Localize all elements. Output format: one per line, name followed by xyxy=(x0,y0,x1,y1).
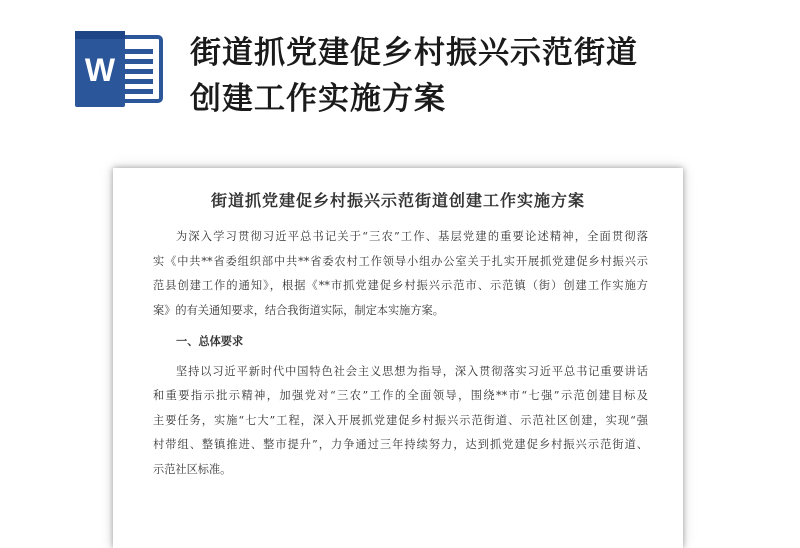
page-heading xyxy=(190,30,780,122)
section1-line: 坚持以习近平新时代中国特色社会主义思想为指导，深入贯彻落实习近平总书记重要讲话 xyxy=(176,364,648,378)
intro-line: 范县创建工作的通知》，根据《**市抓党建促乡村振兴示范市、示范镇（街）创建工作实施方 xyxy=(153,279,648,292)
page-header xyxy=(0,0,800,150)
section1-line: 示范社区标准。 xyxy=(153,462,232,476)
document-page-preview xyxy=(113,168,683,548)
intro-line: 实《中共**省委组织部中共**省委农村工作领导小组办公室关于扎实开展抓党建促乡村振兴示 xyxy=(153,254,648,268)
page-heading-line-2: 创建工作实施方案 xyxy=(190,81,446,117)
word-logo-letter: W xyxy=(84,52,116,88)
intro-line: 为深入学习贯彻习近平总书记关于“三农”工作、基层党建的重要论述精神，全面贯彻落 xyxy=(176,230,648,243)
intro-line: 案》的有关通知要求，结合我街道实际，制定本实施方案。 xyxy=(153,303,444,317)
intro-paragraph xyxy=(153,225,648,323)
section-heading-general-requirements: 一、总体要求 xyxy=(176,334,244,348)
document-title: 街道抓党建促乡村振兴示范街道创建工作实施方案 xyxy=(210,191,585,210)
section1-line: 和重要指示批示精神，加强党对“三农”工作的全面领导，围绕**市“七强”示范创建目标及 xyxy=(153,389,648,402)
page-heading-line-1: 街道抓党建促乡村振兴示范街道 xyxy=(190,35,638,71)
section1-paragraph xyxy=(153,360,648,483)
word-document-icon xyxy=(73,29,165,109)
section1-line: 村带组、整镇推进、整市提升”，力争通过三年持续努力，达到抓党建促乡村振兴示范街道、 xyxy=(153,438,648,451)
document-body xyxy=(153,225,648,488)
section1-line: 主要任务，实施“七大”工程，深入开展抓党建促乡村振兴示范街道、示范社区创建，实现“强 xyxy=(153,413,648,427)
